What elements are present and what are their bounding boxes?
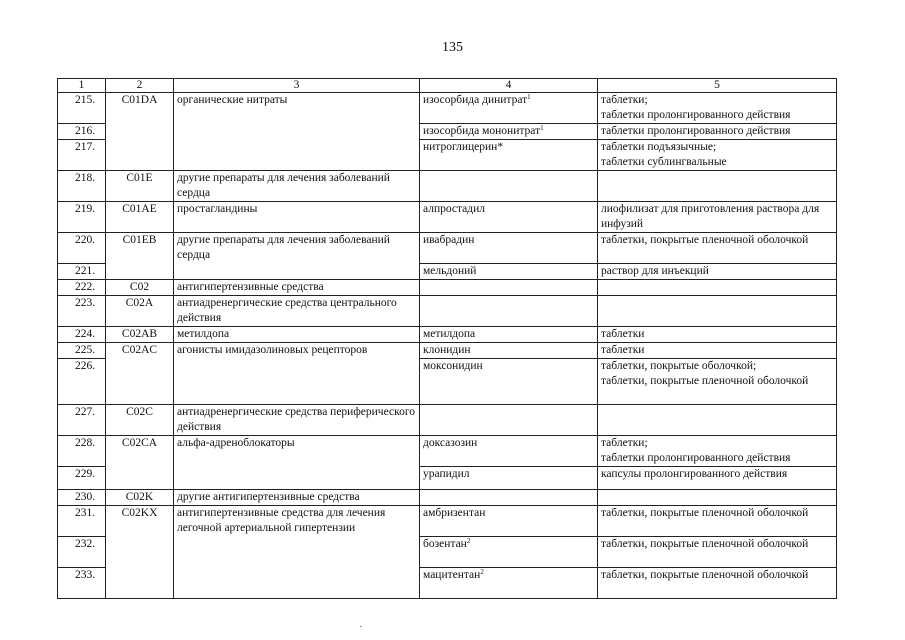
row-number: 228. [58, 436, 106, 467]
pharmacological-group: другие препараты для лечения заболеваний сердца [174, 233, 420, 264]
dosage-forms [598, 327, 837, 343]
atc-code: C02AC [106, 343, 174, 359]
drug-name: изосорбида динитрат [423, 94, 528, 106]
table-row [58, 467, 837, 490]
atc-code [106, 467, 174, 490]
pharmacological-group: антиадренергические средства периферического действия [174, 405, 420, 436]
dosage-forms [598, 233, 837, 264]
drug-name [420, 280, 598, 296]
atc-code: C02 [106, 280, 174, 296]
drug-name: моксонидин [420, 359, 598, 405]
row-number: 221. [58, 264, 106, 280]
atc-code: C02KX [106, 506, 174, 537]
drug-name: алпростадил [420, 202, 598, 233]
dosage-forms [598, 124, 837, 140]
scan-speck [360, 626, 362, 627]
dosage-forms [598, 93, 837, 124]
dosage-form: таблетки; [601, 437, 648, 449]
pharmacological-group: антигипертензивные средства [174, 280, 420, 296]
table-row [58, 93, 837, 124]
table-row [58, 140, 837, 171]
drug-name: клонидин [420, 343, 598, 359]
dosage-forms [598, 490, 837, 506]
dosage-form: таблетки пролонгированного действия [601, 109, 791, 121]
atc-code: C02AB [106, 327, 174, 343]
pharmacological-group [174, 359, 420, 405]
row-number: 220. [58, 233, 106, 264]
dosage-form: таблетки [601, 328, 645, 340]
row-number: 227. [58, 405, 106, 436]
table-row [58, 202, 837, 233]
dosage-forms [598, 436, 837, 467]
atc-code: C02A [106, 296, 174, 327]
atc-code: C01DA [106, 93, 174, 124]
atc-code: C02CA [106, 436, 174, 467]
pharmacological-group: другие антигипертензивные средства [174, 490, 420, 506]
dosage-form: таблетки, покрытые пленочной оболочкой [601, 569, 809, 581]
drug-name [420, 171, 598, 202]
dosage-form: таблетки, покрытые пленочной оболочкой [601, 375, 809, 387]
dosage-form: таблетки, покрытые пленочной оболочкой [601, 234, 809, 246]
row-number: 215. [58, 93, 106, 124]
table-header-row [58, 79, 837, 93]
dosage-form: таблетки подъязычные; [601, 141, 717, 153]
row-number: 226. [58, 359, 106, 405]
atc-code [106, 124, 174, 140]
atc-code: C01E [106, 171, 174, 202]
dosage-forms [598, 359, 837, 405]
row-number: 216. [58, 124, 106, 140]
table-row [58, 359, 837, 405]
pharmacological-group: метилдопа [174, 327, 420, 343]
footnote-mark: 2 [466, 537, 471, 545]
drug-name: бозентан [423, 538, 467, 550]
atc-code [106, 264, 174, 280]
row-number: 217. [58, 140, 106, 171]
column-header: 1 [58, 79, 106, 93]
dosage-forms [598, 264, 837, 280]
table-row [58, 343, 837, 359]
drug-name [420, 490, 598, 506]
table-row [58, 296, 837, 327]
dosage-forms [598, 296, 837, 327]
table-row [58, 280, 837, 296]
drug-name: мацитентан [423, 569, 481, 581]
table-row [58, 436, 837, 467]
drug-name: изосорбида мононитрат [423, 125, 541, 137]
dosage-forms [598, 202, 837, 233]
atc-code: C01AE [106, 202, 174, 233]
row-number: 223. [58, 296, 106, 327]
dosage-form: таблетки сублингвальные [601, 156, 727, 168]
table-row [58, 124, 837, 140]
drug-name: урапидил [420, 467, 598, 490]
pharmacological-group [174, 140, 420, 171]
pharmacological-group: антигипертензивные средства для лечения легочной артериальной гипертензии [174, 506, 420, 537]
pharmacological-group [174, 124, 420, 140]
drug-name-cell [420, 124, 598, 140]
dosage-forms [598, 537, 837, 568]
atc-code [106, 568, 174, 599]
pharmacological-group: агонисты имидазолиновых рецепторов [174, 343, 420, 359]
drug-name: мельдоний [420, 264, 598, 280]
row-number: 232. [58, 537, 106, 568]
drug-name: ивабрадин [420, 233, 598, 264]
table-row [58, 233, 837, 264]
column-header: 2 [106, 79, 174, 93]
pharmacological-group: альфа-адреноблокаторы [174, 436, 420, 467]
drug-name-cell [420, 568, 598, 599]
page-number: 135 [442, 40, 463, 55]
dosage-forms [598, 140, 837, 171]
atc-code [106, 140, 174, 171]
table-row [58, 171, 837, 202]
drug-name-cell [420, 93, 598, 124]
pharmacological-group [174, 467, 420, 490]
row-number: 222. [58, 280, 106, 296]
atc-code: C02K [106, 490, 174, 506]
footnote-mark: 1 [540, 124, 544, 132]
dosage-form: раствор для инъекций [601, 265, 709, 277]
pharmacological-group: антиадренергические средства центрального действия [174, 296, 420, 327]
pharmacological-group: другие препараты для лечения заболеваний сердца [174, 171, 420, 202]
footnote-mark: 1 [527, 93, 531, 101]
footnote-mark: 2 [480, 568, 484, 576]
pharmacological-group [174, 537, 420, 568]
drug-name [420, 296, 598, 327]
row-number: 233. [58, 568, 106, 599]
table-row [58, 568, 837, 599]
drug-name: амбризентан [420, 506, 598, 537]
dosage-form: капсулы пролонгированного действия [601, 468, 788, 480]
dosage-form: таблетки [601, 344, 645, 356]
row-number: 219. [58, 202, 106, 233]
dosage-form: таблетки; [601, 94, 648, 106]
row-number: 230. [58, 490, 106, 506]
drug-name-cell [420, 537, 598, 568]
dosage-form: таблетки, покрытые пленочной оболочкой [601, 507, 809, 519]
column-header: 3 [174, 79, 420, 93]
atc-code: C02C [106, 405, 174, 436]
dosage-forms [598, 568, 837, 599]
dosage-forms [598, 171, 837, 202]
dosage-forms [598, 506, 837, 537]
table-row [58, 506, 837, 537]
row-number: 225. [58, 343, 106, 359]
atc-code [106, 359, 174, 405]
table-row [58, 490, 837, 506]
dosage-forms [598, 343, 837, 359]
drug-name [420, 405, 598, 436]
table-row [58, 264, 837, 280]
row-number: 218. [58, 171, 106, 202]
dosage-form: таблетки, покрытые оболочкой; [601, 360, 757, 372]
pharmacological-group [174, 568, 420, 599]
dosage-form: лиофилизат для приготовления раствора для инфузий [601, 203, 820, 230]
drug-name: нитроглицерин* [420, 140, 598, 171]
row-number: 224. [58, 327, 106, 343]
drug-name: метилдопа [420, 327, 598, 343]
pharmacological-group [174, 264, 420, 280]
table-row [58, 405, 837, 436]
column-header: 4 [420, 79, 598, 93]
atc-code [106, 537, 174, 568]
dosage-form: таблетки, покрытые пленочной оболочкой [601, 538, 809, 550]
drug-name: доксазозин [420, 436, 598, 467]
table-row [58, 537, 837, 568]
pharmacological-group: органические нитраты [174, 93, 420, 124]
dosage-forms [598, 280, 837, 296]
table-row [58, 327, 837, 343]
row-number: 229. [58, 467, 106, 490]
row-number: 231. [58, 506, 106, 537]
dosage-form: таблетки пролонгированного действия [601, 452, 791, 464]
column-header: 5 [598, 79, 837, 93]
atc-code: C01EB [106, 233, 174, 264]
pharmacological-group: простагландины [174, 202, 420, 233]
dosage-form: таблетки пролонгированного действия [601, 125, 791, 137]
dosage-forms [598, 467, 837, 490]
dosage-forms [598, 405, 837, 436]
drug-list-table [57, 78, 837, 599]
